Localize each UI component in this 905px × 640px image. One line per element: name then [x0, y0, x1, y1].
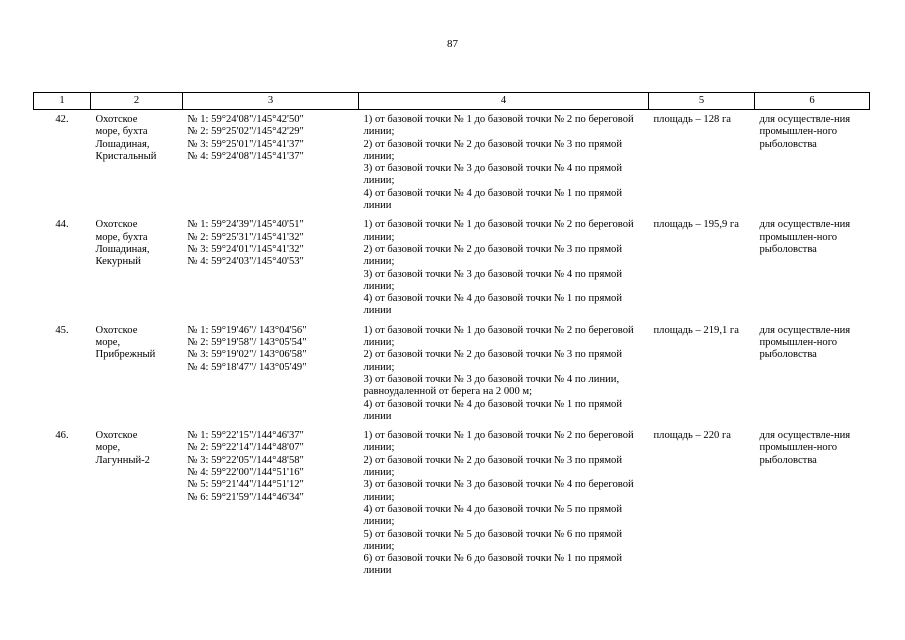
purpose: для осуществле-ния промышлен-ного рыболовства [759, 430, 851, 466]
column-header: 6 [755, 93, 870, 110]
row-number: 42. [55, 114, 69, 125]
table-row [34, 110, 870, 218]
coordinates-list [183, 110, 359, 218]
boundary-line: 1) от базовой точки № 1 до базовой точки № 2 по береговой линии; [363, 219, 634, 243]
coordinate: № 4: 59°18'47"/ 143°05'49" [187, 361, 307, 373]
boundary-line: 2) от базовой точки № 2 до базовой точки № 3 по прямой линии; [363, 454, 622, 479]
table-row [34, 323, 870, 428]
boundary-description [359, 428, 649, 583]
boundary-line: 2) от базовой точки № 2 до базовой точки № 3 по прямой линии; [363, 243, 622, 268]
row-number: 46. [55, 430, 69, 442]
boundary-line: 2) от базовой точки № 2 до базовой точки № 3 по прямой линии; [363, 349, 622, 373]
column-header: 2 [91, 93, 183, 110]
area-value: площадь – 195,9 га [653, 219, 739, 231]
page-number: 87 [447, 38, 458, 50]
boundary-line: 4) от базовой точки № 4 до базовой точки № 1 по прямой линии [363, 187, 622, 212]
table-row [34, 217, 870, 322]
purpose: для осуществле-ния промышлен-ного рыболовства [759, 324, 851, 361]
purpose: для осуществле-ния промышлен-ного рыболовства [759, 219, 851, 255]
purpose: для осуществле-ния промышлен-ного рыболовства [759, 114, 851, 150]
coordinates-list [183, 428, 359, 583]
coordinate: № 1: 59°24'08"/145°42'50" [187, 114, 304, 125]
fishing-areas-table [33, 92, 870, 583]
boundary-line: 3) от базовой точки № 3 до базовой точки № 4 по береговой линии; [363, 479, 634, 503]
coordinate: № 3: 59°19'02"/ 143°06'58" [187, 349, 307, 361]
boundary-description [359, 323, 649, 428]
place-name: Охотское море, бухта Лошадиная, Кекурный [95, 219, 150, 268]
boundary-line: 4) от базовой точки № 4 до базовой точки № 1 по прямой линии [363, 293, 622, 317]
area-value: площадь – 219,1 га [653, 324, 739, 336]
coordinate: № 4: 59°24'03"/145°40'53" [187, 256, 304, 268]
coordinate: № 2: 59°25'02"/145°42'29" [187, 126, 304, 138]
column-number-row [34, 93, 870, 110]
area-value: площадь – 128 га [653, 114, 732, 125]
coordinate: № 1: 59°24'39"/145°40'51" [187, 219, 304, 231]
column-header: 1 [34, 93, 91, 110]
coordinate: № 1: 59°19'46"/ 143°04'56" [187, 324, 307, 336]
boundary-line: 4) от базовой точки № 4 до базовой точки № 1 по прямой линии [363, 398, 622, 422]
coordinate: № 3: 59°22'05"/144°48'58" [187, 454, 304, 466]
coordinate: № 2: 59°25'31"/145°41'32" [187, 231, 304, 243]
coordinate: № 4: 59°24'08"/145°41'37" [187, 150, 304, 162]
boundary-line: 1) от базовой точки № 1 до базовой точки № 2 по береговой линии; [363, 114, 634, 138]
boundary-line: 1) от базовой точки № 1 до базовой точки № 2 по береговой линии; [363, 430, 634, 454]
column-header: 4 [359, 93, 649, 110]
boundary-line: 1) от базовой точки № 1 до базовой точки № 2 по береговой линии; [363, 324, 634, 349]
place-name: Охотское море, Прибрежный [95, 324, 156, 361]
coordinate: № 6: 59°21'59"/144°46'34" [187, 491, 304, 503]
boundary-description [359, 110, 649, 218]
coordinates-list [183, 323, 359, 428]
place-name: Охотское море, бухта Лошадиная, Кристальный [95, 114, 157, 162]
column-header: 5 [649, 93, 755, 110]
coordinate: № 1: 59°22'15"/144°46'37" [187, 430, 304, 442]
coordinate: № 5: 59°21'44"/144°51'12" [187, 479, 304, 491]
boundary-line: 6) от базовой точки № 6 до базовой точки № 1 по прямой линии [363, 553, 622, 577]
coordinate: № 4: 59°22'00"/144°51'16" [187, 467, 304, 479]
boundary-description [359, 217, 649, 322]
boundary-line: 5) от базовой точки № 5 до базовой точки № 6 по прямой линии; [363, 528, 622, 552]
boundary-line: 3) от базовой точки № 3 до базовой точки № 4 по линии, равноудаленной от берега на 2 000 м; [363, 373, 620, 398]
area-value: площадь – 220 га [653, 430, 732, 442]
boundary-line: 2) от базовой точки № 2 до базовой точки № 3 по прямой линии; [363, 138, 622, 162]
boundary-line: 4) от базовой точки № 4 до базовой точки № 5 по прямой линии; [363, 503, 622, 528]
boundary-line: 3) от базовой точки № 3 до базовой точки № 4 по прямой линии; [363, 268, 622, 292]
coordinate: № 2: 59°22'14"/144°48'07" [187, 442, 304, 454]
place-name: Охотское море, Лагунный-2 [95, 430, 150, 466]
coordinates-list [183, 217, 359, 322]
coordinate: № 3: 59°25'01"/145°41'37" [187, 138, 304, 150]
row-number: 45. [55, 324, 69, 336]
boundary-line: 3) от базовой точки № 3 до базовой точки № 4 по прямой линии; [363, 163, 622, 187]
coordinate: № 2: 59°19'58"/ 143°05'54" [187, 337, 307, 349]
row-number: 44. [55, 219, 69, 231]
column-header: 3 [183, 93, 359, 110]
coordinate: № 3: 59°24'01"/145°41'32" [187, 243, 304, 255]
table-row [34, 428, 870, 583]
